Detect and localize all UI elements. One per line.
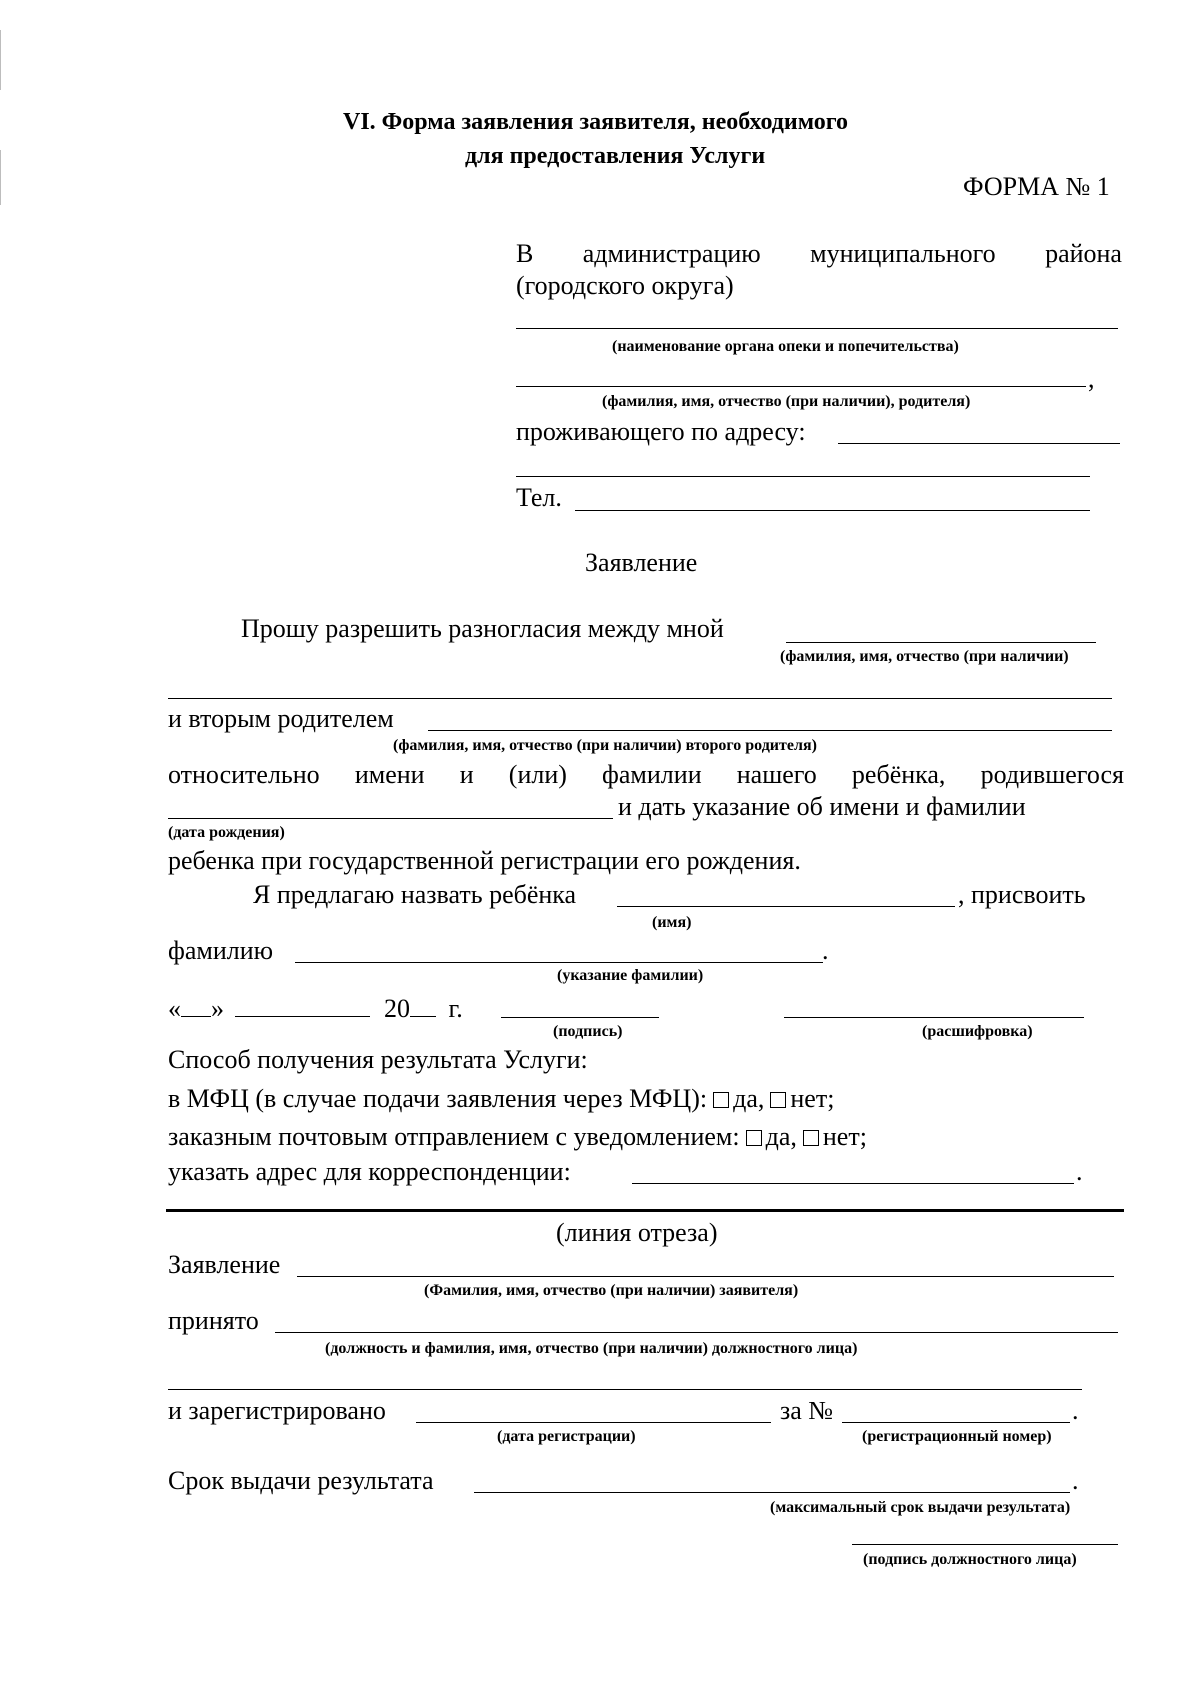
justified-word: (или)	[508, 760, 567, 789]
second-parent-label: и вторым родителем	[168, 704, 394, 733]
registration-number-period: .	[1072, 1396, 1079, 1425]
second-parent-field[interactable]	[428, 730, 1112, 731]
applicant-name-field-2[interactable]	[168, 698, 1112, 699]
registration-number-field[interactable]	[842, 1422, 1070, 1423]
give-instruction-text: и дать указание об имени и фамилии	[618, 792, 1026, 821]
phone-field[interactable]	[575, 510, 1090, 511]
correspondence-address-field[interactable]	[632, 1183, 1074, 1184]
justified-line	[168, 760, 1124, 790]
surname-caption: (указание фамилии)	[557, 967, 704, 984]
official-signature-caption: (подпись должностного лица)	[863, 1551, 1077, 1568]
child-name-field[interactable]	[617, 906, 955, 907]
signature-field[interactable]	[501, 1017, 659, 1018]
phone-label: Тел.	[516, 483, 562, 512]
second-parent-caption: (фамилия, имя, отчество (при наличии) второго родителя)	[393, 737, 817, 754]
registration-date-caption: (дата регистрации)	[497, 1428, 636, 1445]
addressee-word: администрацию	[582, 239, 761, 268]
surname-period: .	[822, 936, 829, 965]
form-number: ФОРМА № 1	[963, 172, 1110, 201]
parent-name-comma: ,	[1088, 364, 1095, 393]
cut-line-label: (линия отреза)	[556, 1218, 718, 1247]
correspondence-address-label: указать адрес для корреспонденции:	[168, 1157, 571, 1186]
receipt-statement-label: Заявление	[168, 1250, 281, 1279]
justified-word: имени	[354, 760, 425, 789]
justified-word: нашего	[736, 760, 817, 789]
child-name-caption: (имя)	[652, 914, 692, 931]
date-year-field[interactable]	[410, 992, 436, 1017]
applicant-name-field[interactable]	[786, 642, 1096, 643]
registration-text: ребенка при государственной регистрации его рождения.	[168, 846, 801, 875]
addressee-word: муниципального	[810, 239, 996, 268]
address-field-1[interactable]	[838, 443, 1120, 444]
date-year-suffix: г.	[448, 994, 463, 1023]
addressee-word: района	[1045, 239, 1122, 268]
mfc-option-text: в МФЦ (в случае подачи заявления через МФЦ):	[168, 1084, 708, 1113]
signature-caption: (подпись)	[553, 1023, 623, 1040]
addressee-line2: (городского округа)	[516, 271, 734, 300]
deadline-period: .	[1072, 1466, 1079, 1495]
date-day-field[interactable]	[181, 992, 211, 1017]
post-no-label: нет;	[822, 1122, 867, 1151]
form-title-line1: VI. Форма заявления заявителя, необходимого	[343, 109, 849, 135]
date-line	[168, 992, 463, 1024]
birth-date-field[interactable]	[168, 818, 613, 819]
post-yes-label: да,	[765, 1122, 797, 1151]
registration-number-label: за №	[780, 1396, 834, 1425]
post-option-line	[168, 1122, 867, 1152]
receipt-applicant-field[interactable]	[297, 1276, 1114, 1277]
registration-date-field[interactable]	[416, 1422, 771, 1423]
address-field-2[interactable]	[516, 476, 1090, 477]
registered-label: и зарегистрировано	[168, 1396, 386, 1425]
receipt-applicant-caption: (Фамилия, имя, отчество (при наличии) заявителя)	[424, 1282, 799, 1299]
parent-name-caption: (фамилия, имя, отчество (при наличии), родителя)	[602, 393, 971, 410]
surname-label: фамилию	[168, 936, 274, 965]
surname-field[interactable]	[295, 962, 823, 963]
accepted-label: принято	[168, 1306, 259, 1335]
addressee-word: В	[516, 239, 534, 268]
accepted-by-field[interactable]	[275, 1332, 1118, 1333]
post-no-checkbox[interactable]	[803, 1130, 819, 1146]
mfc-no-label: нет;	[790, 1084, 835, 1113]
date-quote-close: »	[211, 994, 224, 1023]
propose-text: Я предлагаю назвать ребёнка	[253, 880, 577, 909]
correspondence-address-period: .	[1076, 1157, 1083, 1186]
form-title-line2: для предоставления Услуги	[465, 143, 766, 169]
justified-word: ребёнка,	[851, 760, 946, 789]
mfc-no-checkbox[interactable]	[770, 1092, 786, 1108]
parent-name-field[interactable]	[516, 386, 1086, 387]
deadline-label: Срок выдачи результата	[168, 1466, 434, 1495]
accepted-by-field-2[interactable]	[168, 1389, 1082, 1390]
post-yes-checkbox[interactable]	[746, 1130, 762, 1146]
date-quote-open: «	[168, 994, 181, 1023]
decoding-caption: (расшифровка)	[922, 1023, 1033, 1040]
date-month-field[interactable]	[235, 992, 370, 1017]
statement-heading: Заявление	[585, 548, 698, 577]
registration-number-caption: (регистрационный номер)	[862, 1428, 1052, 1445]
request-text: Прошу разрешить разногласия между мной	[241, 614, 724, 643]
scan-edge-mark	[0, 30, 1, 90]
official-signature-field[interactable]	[852, 1544, 1118, 1545]
method-heading: Способ получения результата Услуги:	[168, 1045, 588, 1074]
mfc-yes-checkbox[interactable]	[713, 1092, 729, 1108]
mfc-yes-label: да,	[733, 1084, 765, 1113]
deadline-caption: (максимальный срок выдачи результата)	[770, 1499, 1071, 1516]
assign-text: , присвоить	[958, 880, 1086, 909]
cut-line	[166, 1209, 1124, 1212]
mfc-option-line	[168, 1084, 834, 1114]
scan-edge-mark	[0, 150, 1, 205]
decoding-field[interactable]	[784, 1017, 1084, 1018]
birth-date-caption: (дата рождения)	[168, 824, 285, 841]
post-option-text: заказным почтовым отправлением с уведомлением:	[168, 1122, 740, 1151]
justified-word: родившегося	[980, 760, 1124, 789]
addressee-line1	[516, 239, 1122, 269]
justified-word: относительно	[168, 760, 320, 789]
justified-word: фамилии	[602, 760, 702, 789]
organ-name-caption: (наименование органа опеки и попечительства)	[612, 338, 959, 355]
organ-name-field[interactable]	[516, 328, 1118, 329]
deadline-field[interactable]	[474, 1492, 1070, 1493]
accepted-by-caption: (должность и фамилия, имя, отчество (при наличии) должностного лица)	[325, 1340, 858, 1357]
address-label: проживающего по адресу:	[516, 417, 806, 446]
applicant-name-caption: (фамилия, имя, отчество (при наличии)	[780, 648, 1069, 665]
justified-word: и	[459, 760, 474, 789]
date-year-prefix: 20	[384, 994, 410, 1023]
